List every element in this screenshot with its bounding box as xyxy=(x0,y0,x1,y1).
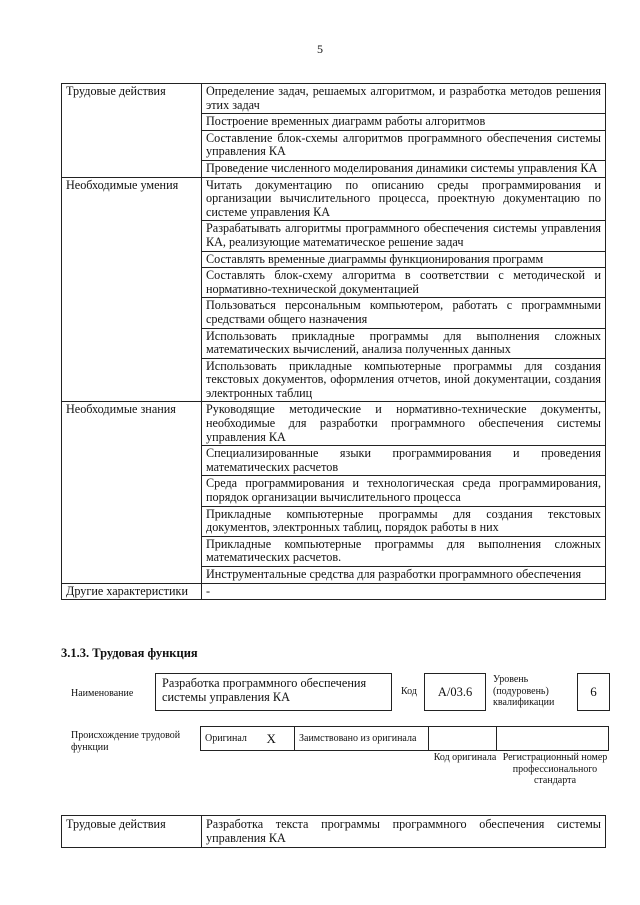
table-row xyxy=(62,583,606,600)
row-description: Читать документацию по описанию среды программирования и организации вычислительного процесса, проектную документацию по системе управления КА xyxy=(202,177,606,221)
next-function-table xyxy=(61,815,606,848)
row-description: Руководящие методические и нормативно-технические документы, необходимые для разработки программного обеспечения системы управления КА xyxy=(202,402,606,446)
function-code-value: A/03.6 xyxy=(424,673,486,711)
origin-label: Происхождение трудовой функции xyxy=(71,730,181,753)
row-description: Определение задач, решаемых алгоритмом, и разработка методов решения этих задач xyxy=(202,84,606,114)
row-description: Проведение численного моделирования динамики системы управления КА xyxy=(202,160,606,177)
row-description: - xyxy=(202,583,606,600)
row-category: Необходимые умения xyxy=(62,177,202,402)
row-description: Специализированные языки программирования и проведения математических расчетов xyxy=(202,446,606,476)
row-description: Пользоваться персональным компьютером, работать с программными средствами общего назначения xyxy=(202,298,606,328)
row-description: Составлять временные диаграммы функционирования программ xyxy=(202,251,606,268)
row-description: Составление блок-схемы алгоритмов программного обеспечения системы управления КА xyxy=(202,130,606,160)
row-description: Инструментальные средства для разработки программного обеспечения xyxy=(202,567,606,584)
row-description: Использовать прикладные компьютерные программы для создания текстовых документов, оформления отчетов, иной документации, создания электронных таблиц xyxy=(202,358,606,402)
row-description: Среда программирования и технологическая среда программирования, порядок организации вычислительного процесса xyxy=(202,476,606,506)
function-level-value: 6 xyxy=(577,673,610,711)
labor-function-details-table xyxy=(61,83,606,600)
original-label: Оригинал xyxy=(201,727,263,751)
origin-code-caption: Код оригинала xyxy=(433,752,497,763)
row-description: Прикладные компьютерные программы для выполнения сложных математических расчетов. xyxy=(202,536,606,566)
origin-reg-cell xyxy=(497,727,609,751)
row-description: Разработка текста программы программного обеспечения системы управления КА xyxy=(202,816,606,848)
row-category: Трудовые действия xyxy=(62,816,202,848)
row-category: Другие характеристики xyxy=(62,583,202,600)
function-name-value: Разработка программного обеспечения системы управления КА xyxy=(155,673,392,711)
origin-reg-caption: Регистрационный номер профессионального стандарта xyxy=(502,752,608,786)
table-row xyxy=(62,402,606,446)
table-row xyxy=(62,177,606,221)
row-description: Прикладные компьютерные программы для создания текстовых документов, электронных таблиц, порядок работы в них xyxy=(202,506,606,536)
row-category: Трудовые действия xyxy=(62,84,202,178)
table-row xyxy=(62,816,606,848)
row-description: Разрабатывать алгоритмы программного обеспечения системы управления КА, реализующие математическое решение задач xyxy=(202,221,606,251)
row-description: Построение временных диаграмм работы алгоритмов xyxy=(202,114,606,131)
original-mark: X xyxy=(263,727,295,751)
section-title: 3.1.3. Трудовая функция xyxy=(61,646,198,660)
row-description: Использовать прикладные программы для выполнения сложных математических вычислений, анализа полученных данных xyxy=(202,328,606,358)
table-row xyxy=(62,84,606,114)
origin-table xyxy=(200,726,609,751)
name-label: Наименование xyxy=(71,688,134,699)
level-label: Уровень (подуровень) квалификации xyxy=(493,674,555,708)
borrowed-label: Заимствовано из оригинала xyxy=(295,727,429,751)
code-label: Код xyxy=(401,686,417,697)
row-description: Составлять блок-схему алгоритма в соответствии с методической и нормативно-технической документацией xyxy=(202,268,606,298)
row-category: Необходимые знания xyxy=(62,402,202,583)
origin-code-cell xyxy=(429,727,497,751)
page-number: 5 xyxy=(317,42,323,56)
